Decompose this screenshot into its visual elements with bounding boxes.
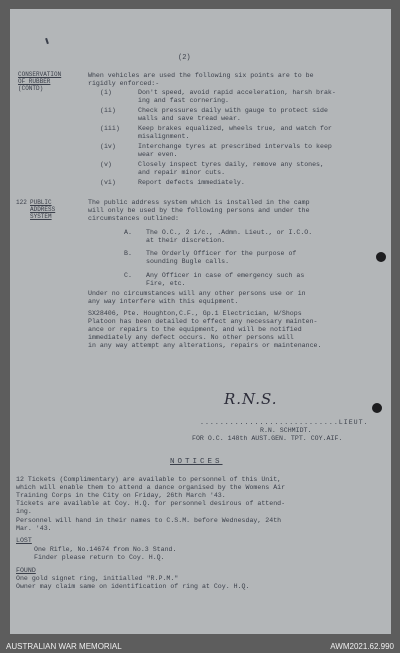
section-121-intro-2: rigidly enforced:- — [88, 80, 160, 87]
punch-hole — [372, 403, 382, 413]
section-121-heading-3: (CONTD) — [18, 85, 44, 92]
item-text: Fire, etc. — [146, 280, 186, 287]
handwritten-signature: R.N.S. — [224, 390, 278, 408]
item-text: The Orderly Officer for the purpose of — [146, 250, 297, 257]
notice-line: Tickets are available at Coy. H.Q. for personnel desirous of attend- — [16, 500, 286, 507]
item-letter: A. — [124, 229, 132, 236]
punch-hole — [376, 252, 386, 262]
point-text: Check pressures daily with gauge to protect side — [138, 107, 328, 114]
point-number: (iv) — [100, 143, 116, 150]
point-text: Keep brakes equalized, wheels true, and watch for — [138, 125, 332, 132]
point-text: Report defects immediately. — [138, 179, 245, 186]
item-letter: C. — [124, 272, 132, 279]
point-text: Interchange tyres at prescribed intervals to keep — [138, 143, 332, 150]
signatory-for-line: FOR O.C. 148th AUST.GEN. TPT. COY.AIF. — [192, 435, 343, 442]
lost-line: One Rifle, No.14674 from No.3 Stand. — [34, 546, 177, 553]
found-line: Owner may claim same on identification of ring at Coy. H.Q. — [16, 583, 250, 590]
notice-line: Personnel will hand in their names to C.S.M. before Wednesday, 24th — [16, 517, 282, 524]
para2-line: immediately any defect occurs. No other persons will — [88, 334, 294, 341]
point-text: wear even. — [138, 151, 178, 158]
section-122-heading-2: ADDRESS — [30, 206, 56, 213]
point-number: (v) — [100, 161, 112, 168]
point-text: and repair minor cuts. — [138, 169, 226, 176]
notice-line: Mar. '43. — [16, 525, 52, 532]
pen-mark — [45, 38, 49, 44]
signatory-name: R.N. SCHMIDT. — [260, 427, 312, 434]
point-text: Don't speed, avoid rapid acceleration, harsh brak- — [138, 89, 336, 96]
point-number: (vi) — [100, 179, 116, 186]
lost-heading: LOST — [16, 537, 32, 544]
para2-line: in any way attempt any alterations, repairs or maintenance. — [88, 342, 322, 349]
section-122-intro-1: The public address system which is installed in the camp — [88, 199, 310, 206]
archive-footer — [0, 641, 400, 653]
section-122-intro-2: will only be used by the following persons and under the — [88, 207, 310, 214]
point-number: (iii) — [100, 125, 120, 132]
found-line: One gold signet ring, initialled "R.P.M." — [16, 575, 179, 582]
lost-line: Finder please return to Coy. H.Q. — [34, 554, 165, 561]
point-number: (ii) — [100, 107, 116, 114]
para2-line: SX28406, Pte. Houghton,C.F., Gp.1 Electrician, W/Shops — [88, 310, 302, 317]
para1-line: Under no circumstances will any other persons use or in — [88, 290, 306, 297]
section-121-intro-1: When vehicles are used the following six points are to be — [88, 72, 314, 79]
section-122-heading-1: PUBLIC — [30, 199, 52, 206]
section-122-intro-3: circumstances outlined: — [88, 215, 180, 222]
para2-line: ance or repairs to the equipment, and will be notified — [88, 326, 302, 333]
document-page — [10, 9, 391, 634]
point-text: ing and fast cornering. — [138, 97, 230, 104]
notices-title: NOTICES — [170, 458, 223, 466]
para1-line: any way interfere with this equipment. — [88, 298, 239, 305]
found-heading: FOUND — [16, 567, 36, 574]
notice-line: Training Corps in the City on Friday, 26th March '43. — [16, 492, 226, 499]
notice-line: 12 Tickets (Complimentary) are available to personnel of this Unit, — [16, 476, 282, 483]
para2-line: Platoon has been detailed to effect any necessary mainten- — [88, 318, 318, 325]
section-122-number: 122 — [16, 199, 27, 206]
item-text: at their discretion. — [146, 237, 226, 244]
item-text: Any Officer in case of emergency such as — [146, 272, 305, 279]
footer-accession-number: AWM2021.62.990 — [330, 642, 394, 651]
page-number: (2) — [178, 54, 191, 62]
item-text: The O.C., 2 i/c., .Admn. Lieut., or I.C.O. — [146, 229, 313, 236]
notice-line: ing. — [16, 508, 32, 515]
item-letter: B. — [124, 250, 132, 257]
section-122-heading-3: SYSTEM — [30, 213, 52, 220]
notice-line: which will enable them to attend a dance organised by the Womens Air — [16, 484, 286, 491]
footer-institution: AUSTRALIAN WAR MEMORIAL — [6, 642, 122, 651]
point-number: (i) — [100, 89, 112, 96]
section-121-heading-2: OF RUBBER — [18, 78, 51, 85]
point-text: walls and save tread wear. — [138, 115, 241, 122]
point-text: misalignment. — [138, 133, 190, 140]
section-121-heading-1: CONSERVATION — [18, 71, 62, 78]
signature-line: ............................LIEUT. — [200, 419, 369, 426]
item-text: sounding Bugle calls. — [146, 258, 230, 265]
point-text: Closely inspect tyres daily, remove any stones, — [138, 161, 324, 168]
